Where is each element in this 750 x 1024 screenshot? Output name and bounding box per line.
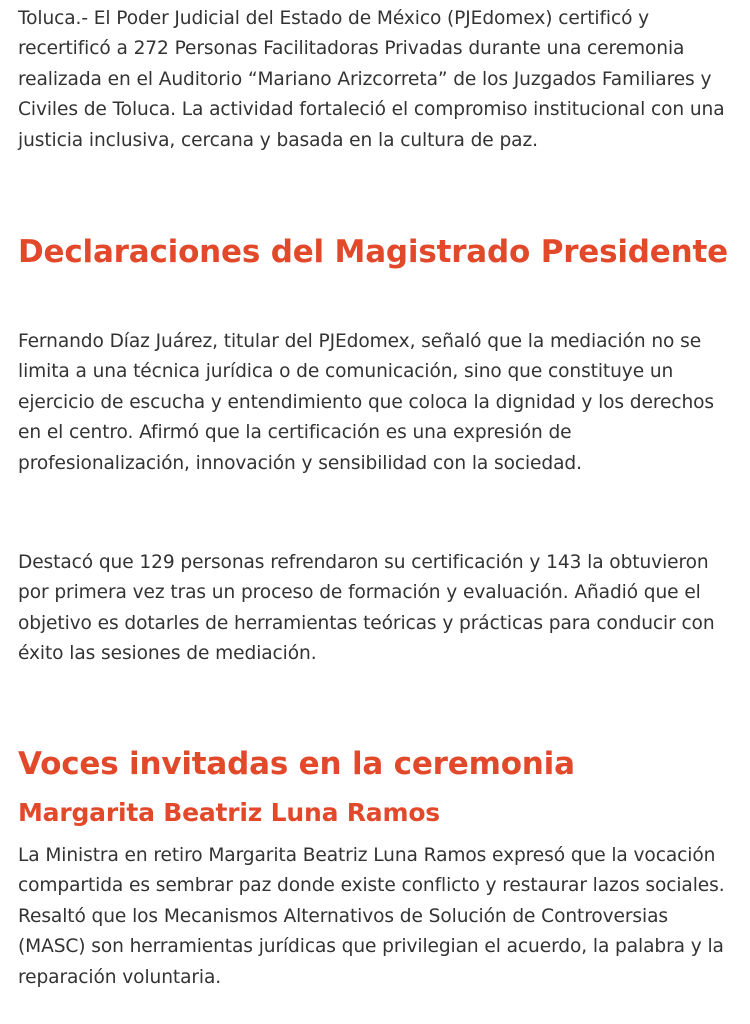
section-heading-voces-invitadas: Voces invitadas en la ceremonia — [18, 746, 575, 782]
paragraph-margarita: La Ministra en retiro Margarita Beatriz Luna Ramos expresó que la vocación compartida es sembrar paz donde existe conflicto y restaurar lazos sociales. Resaltó que los Mecanismos Alternativos de Solución de Controversias (MASC) son herramientas jurídicas que privilegian el acuerdo, la palabra y la reparación voluntaria. — [18, 845, 725, 988]
section-heading-declaraciones: Declaraciones del Magistrado Presidente — [18, 234, 728, 270]
intro-paragraph: Toluca.- El Poder Judicial del Estado de México (PJEdomex) certificó y recertificó a 272 Personas Facilitadoras Privadas durante una ceremonia realizada en el Auditorio “Mariano Arizcorreta” de los Juzgados Familiares y Civiles de Toluca. La actividad fortaleció el compromiso institucional con una justicia inclusiva, cercana y basada en la cultura de paz. — [18, 8, 725, 151]
paragraph-declaraciones-2: Destacó que 129 personas refrendaron su certificación y 143 la obtuvieron por primera vez tras un proceso de formación y evaluación. Añadió que el objetivo es dotarles de herramientas teóricas y prácticas para conducir con éxito las sesiones de mediación. — [18, 552, 715, 665]
paragraph-declaraciones-1: Fernando Díaz Juárez, titular del PJEdomex, señaló que la mediación no se limita a una técnica jurídica o de comunicación, sino que constituye un ejercicio de escucha y entendimiento que coloca la dignidad y los derechos en el centro. Afirmó que la certificación es una expresión de profesionalización, innovación y sensibilidad con la sociedad. — [18, 331, 714, 474]
subsection-heading-margarita: Margarita Beatriz Luna Ramos — [18, 798, 440, 827]
